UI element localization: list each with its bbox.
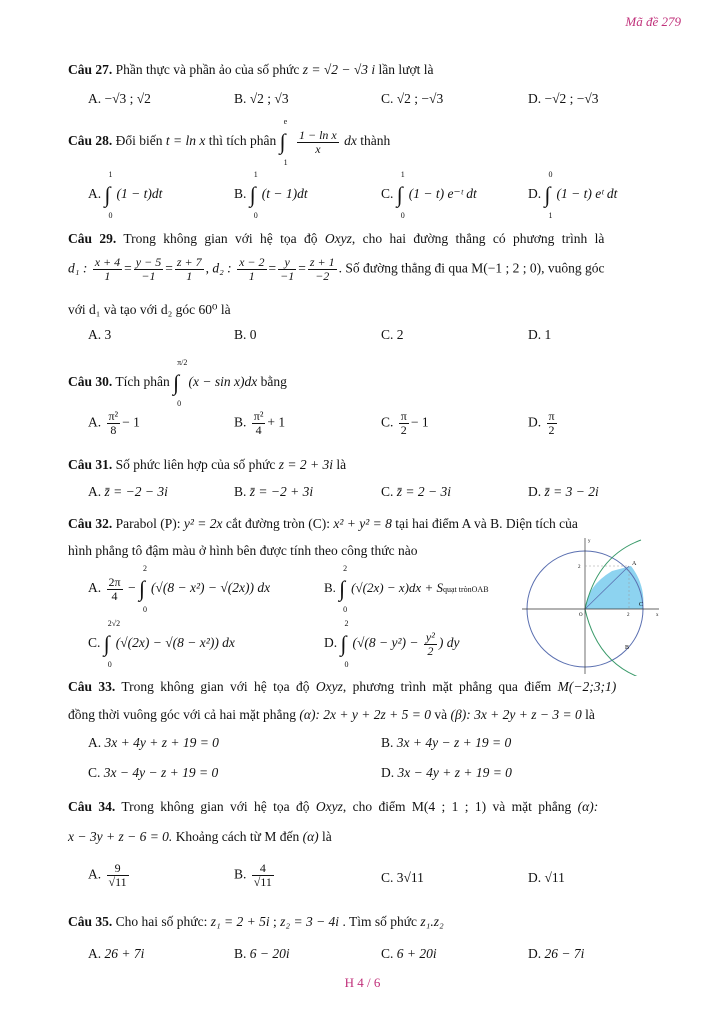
option-d[interactable]: D. 26 − 7i <box>528 946 585 961</box>
option-a[interactable]: A. $\frac{\text{π²}}{8}$ − 1 <box>88 409 140 437</box>
label-two-y: 2 <box>578 565 581 570</box>
option-d[interactable]: D. √11 <box>528 870 565 885</box>
question-34-line2: x − 3y + z − 6 = 0. Khoảng cách từ M đến (α) là <box>68 829 332 844</box>
circle-parabola-figure <box>517 536 662 676</box>
d2-label: d₂ : <box>212 260 232 276</box>
math-expr: t = ln x <box>165 133 206 149</box>
point-m: M(−2;3;1) <box>557 679 617 694</box>
option-c[interactable]: C. 3√11 <box>381 870 424 885</box>
math-expr: Oxyz <box>315 679 343 694</box>
option-b[interactable]: B. z̄ = −2 + 3i <box>234 484 314 499</box>
page-number: H 4 / 6 <box>344 975 381 990</box>
option-b[interactable]: B. √2 ; √3 <box>234 91 289 106</box>
question-text: Đổi biến <box>115 133 163 149</box>
z1-expr: z₁ = 2 + 5i <box>210 914 270 929</box>
question-34 <box>68 799 598 815</box>
plane-beta: (β): 3x + 2y + z − 3 = 0 <box>450 707 582 722</box>
option-a[interactable]: A. 3 <box>88 327 112 342</box>
question-tail: thành <box>360 133 391 149</box>
differential: dx <box>344 133 357 149</box>
option-a[interactable]: A. 26 + 7i <box>88 946 145 961</box>
question-text-cont: , phương trình mặt phẳng qua điểm <box>342 679 552 694</box>
question-text-2: thì tích phân <box>208 133 277 149</box>
plane-alpha: (α): 2x + y + 2z + 5 = 0 <box>299 707 431 722</box>
question-number: Câu 29. <box>68 231 117 246</box>
option-a[interactable]: A. $\frac{2\pi}{4}$ − ∫ 2 0 (√(8 − x²) − √(2x)) dx <box>88 564 271 614</box>
question-text: Cho hai số phức: <box>115 914 208 929</box>
option-d[interactable]: D. 3x − 4y + z + 19 = 0 <box>381 765 512 780</box>
math-expr: z = √2 − √3 i <box>302 62 376 77</box>
option-c[interactable]: C. √2 ; −√3 <box>381 91 444 106</box>
math-expr: z = 2 + 3i <box>278 457 333 472</box>
question-32 <box>68 516 578 532</box>
question-29-line3: với d₁ và tạo với d₂ góc 60⁰ là <box>68 302 231 317</box>
option-b[interactable]: B. 6 − 20i <box>234 946 290 961</box>
option-c[interactable]: C. 3x − 4y − z + 19 = 0 <box>88 765 219 780</box>
fraction: $\frac{\text{1 − ln x}}{x}$ <box>299 127 337 156</box>
question-27 <box>68 62 433 78</box>
question-text: Tích phân <box>115 374 170 390</box>
question-text-2: . Số đường thẳng đi qua M(−1 ; 2 ; 0), vuông góc <box>338 260 605 276</box>
math-expr: Oxyz <box>324 231 352 246</box>
option-d[interactable]: D. −√2 ; −√3 <box>528 91 599 106</box>
line-equations: d₁ : $\frac{x + 4}{1}$ = $\frac{y - 5}{-1}$ = $\frac{z + 7}{1}$ , d₂ : $\frac{x - 2}{1}$ = $\frac{y}{-1}$ = $\frac{z + 1}{-2}$ . Số đường thẳng đi qua M(−1 ; 2 ; 0), vuông góc <box>68 255 605 283</box>
question-tail: bằng <box>260 374 287 390</box>
product-expr: z₁.z₂ <box>420 914 444 929</box>
option-d[interactable]: D. ∫ 2 0 (√(8 − y²) − $\frac{\text{y²}}{2}$ ) dy <box>324 619 460 669</box>
question-text: Trong không gian với hệ tọa độ <box>121 679 310 694</box>
question-29 <box>68 231 604 247</box>
option-a[interactable]: A. 3x + 4y + z + 19 = 0 <box>88 735 219 750</box>
circle-eq: x² + y² = 8 <box>333 516 392 531</box>
option-c[interactable]: C. $\frac{\pi}{2}$ − 1 <box>381 409 429 437</box>
option-a[interactable]: A. ∫ 1 0 (1 − t)dt <box>88 170 163 220</box>
option-a[interactable]: A. −√3 ; √2 <box>88 91 151 106</box>
exam-code: Mã đề 279 <box>625 14 681 29</box>
question-33 <box>68 679 616 695</box>
question-tail: là <box>336 457 347 472</box>
option-b[interactable]: B. $\frac{4}{√11}$ <box>234 861 272 889</box>
option-b[interactable]: B. ∫ 2 0 (√(2x) − x)dx + Squạt trònOAB <box>324 564 489 614</box>
label-y: y <box>588 539 591 544</box>
option-a[interactable]: A. z̄ = −2 − 3i <box>88 484 168 499</box>
option-a[interactable]: A. $\frac{9}{√11}$ <box>88 861 127 889</box>
label-b: B <box>625 645 630 651</box>
question-text-cont: , cho điểm M(4 ; 1 ; 1) và mặt phẳng <box>342 799 572 814</box>
question-number: Câu 28. <box>68 133 113 149</box>
parabola-eq: y² = 2x <box>183 516 223 531</box>
question-30 <box>68 358 287 408</box>
math-expr: Oxyz <box>315 799 343 814</box>
label-c: C <box>639 602 644 608</box>
plane-alpha: (α): <box>577 799 599 814</box>
question-number: Câu 30. <box>68 374 113 390</box>
integral-sign: ∫ e 1 <box>279 117 288 167</box>
option-d[interactable]: D. z̄ = 3 − 2i <box>528 484 599 499</box>
question-number: Câu 27. <box>68 62 113 77</box>
option-c[interactable]: C. ∫ 2√2 0 (√(2x) − √(8 − x²)) dx <box>88 619 235 669</box>
label-o: O <box>579 613 583 618</box>
question-31 <box>68 457 346 473</box>
d1-label: d₁ : <box>68 260 88 276</box>
option-b[interactable]: B. $\frac{\text{π²}}{4}$ + 1 <box>234 409 286 437</box>
question-tail: lần lượt là <box>378 62 434 77</box>
shaded-region <box>585 566 643 609</box>
option-c[interactable]: C. ∫ 1 0 (1 − t) e⁻ᵗ dt <box>381 170 477 220</box>
question-35: Câu 35. Cho hai số phức: z₁ = 2 + 5i ; z₂ = 3 − 4i . Tìm số phức z₁.z₂ <box>68 914 444 929</box>
option-c[interactable]: C. 2 <box>381 327 404 342</box>
question-text-cont: , cho hai đường thẳng có phương trình là <box>351 231 605 246</box>
label-two-x: 2 <box>627 613 630 618</box>
question-text-mid: cắt đường tròn (C): <box>225 516 330 531</box>
label-a: A <box>632 561 637 567</box>
integral-sign: ∫ π/2 0 <box>173 358 188 408</box>
option-c[interactable]: C. 6 + 20i <box>381 946 437 961</box>
question-text: Trong không gian với hệ tọa độ <box>121 799 310 814</box>
question-text: Trong không gian với hệ tọa độ <box>123 231 318 246</box>
option-d[interactable]: D. $\frac{\pi}{2}$ <box>528 409 555 437</box>
question-number: Câu 35. <box>68 914 113 929</box>
z2-expr: z₂ = 3 − 4i <box>280 914 340 929</box>
option-c[interactable]: C. z̄ = 2 − 3i <box>381 484 451 499</box>
option-b[interactable]: B. ∫ 1 0 (t − 1)dt <box>234 170 308 220</box>
question-28 <box>68 117 391 167</box>
question-number: Câu 33. <box>68 679 116 694</box>
question-text: Parabol (P): <box>115 516 181 531</box>
option-b[interactable]: B. 3x + 4y − z + 19 = 0 <box>381 735 512 750</box>
question-number: Câu 32. <box>68 516 113 531</box>
question-number: Câu 34. <box>68 799 116 814</box>
question-33-line2: đồng thời vuông góc với cả hai mặt phẳng (α): 2x + y + 2z + 5 = 0 và (β): 3x + 2y + z − 3 = 0 là <box>68 707 595 722</box>
label-x: x <box>656 613 659 618</box>
question-text: Số phức liên hợp của số phức <box>115 457 276 472</box>
option-d[interactable]: D. 1 <box>528 327 552 342</box>
math-expr: (x − sin x)dx <box>188 374 258 390</box>
question-tail: tại hai điểm A và B. Diện tích của <box>395 516 578 531</box>
question-32-line2: hình phẳng tô đậm màu ở hình bên được tính theo công thức nào <box>68 543 418 558</box>
option-d[interactable]: D. ∫ 0 1 (1 − t) eᵗ dt <box>528 170 618 220</box>
question-number: Câu 31. <box>68 457 113 472</box>
question-text: Phần thực và phần ảo của số phức <box>115 62 300 77</box>
option-b[interactable]: B. 0 <box>234 327 257 342</box>
